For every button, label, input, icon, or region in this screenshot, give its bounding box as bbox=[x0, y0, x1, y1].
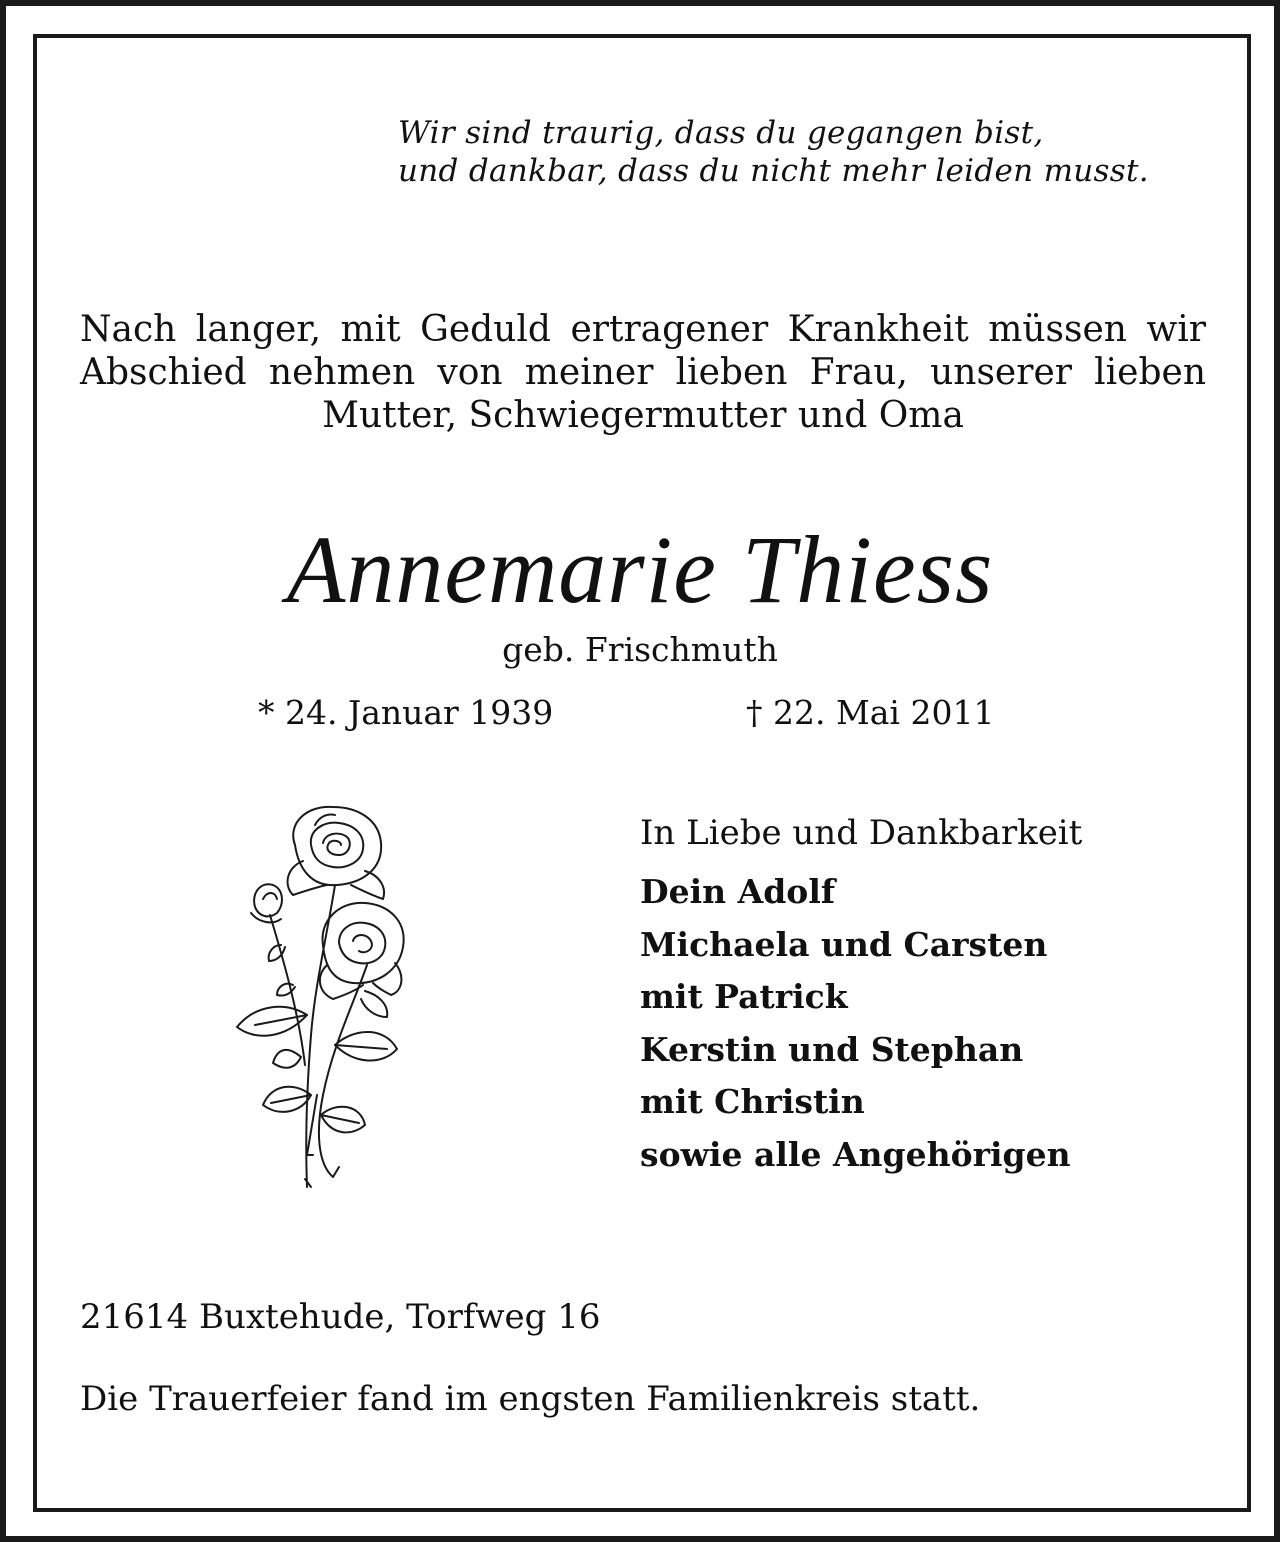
family-line: Dein Adolf bbox=[640, 872, 836, 911]
signoff-text: In Liebe und Dankbarkeit bbox=[640, 813, 1083, 853]
rose-icon bbox=[215, 795, 415, 1195]
ceremony-note: Die Trauerfeier fand im engsten Familienkreis statt. bbox=[80, 1379, 981, 1419]
family-line: mit Christin bbox=[640, 1082, 865, 1121]
intro-text: Nach langer, mit Geduld ertragener Krankheit müssen wir Abschied nehmen von meiner lieben Frau, unserer lieben Mutter, Schwiegermutter und Oma bbox=[80, 309, 1206, 436]
inner-border bbox=[33, 34, 1251, 1512]
death-date: † 22. Mai 2011 bbox=[746, 693, 995, 732]
motto-line-2: und dankbar, dass du nicht mehr leiden musst. bbox=[398, 153, 1149, 189]
birth-date: * 24. Januar 1939 bbox=[258, 693, 554, 732]
family-line: sowie alle Angehörigen bbox=[640, 1134, 1071, 1174]
family-line: Michaela und Carsten bbox=[640, 924, 1048, 964]
motto-line-1: Wir sind traurig, dass du gegangen bist, bbox=[398, 115, 1044, 151]
family-list bbox=[640, 866, 1220, 1181]
family-line: Kerstin und Stephan bbox=[640, 1029, 1024, 1069]
address-text: 21614 Buxtehude, Torfweg 16 bbox=[80, 1297, 601, 1337]
deceased-name: Annemarie Thiess bbox=[286, 516, 994, 623]
motto-quote bbox=[398, 114, 1218, 190]
birth-name: geb. Frischmuth bbox=[502, 630, 778, 669]
family-line: mit Patrick bbox=[640, 977, 848, 1016]
